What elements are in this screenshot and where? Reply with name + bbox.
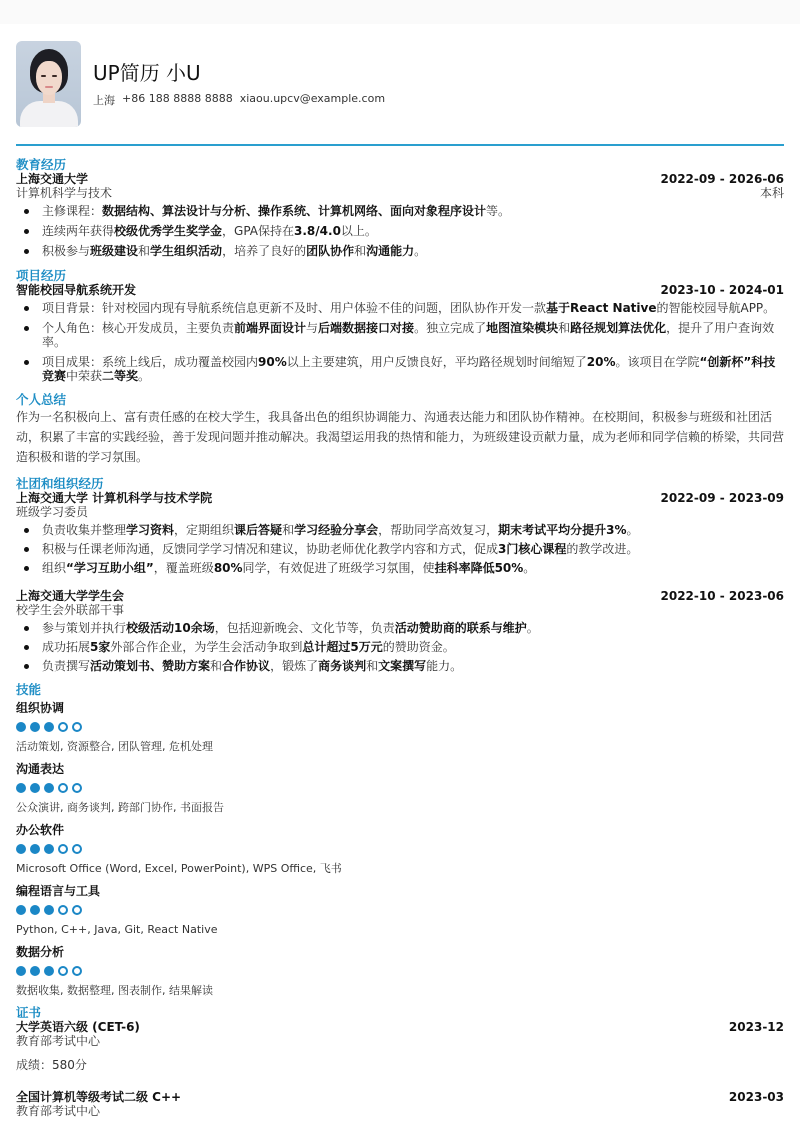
filled-dot-icon <box>16 966 26 976</box>
city: 上海 <box>93 94 115 107</box>
cert-name: 大学英语六级 (CET-6) <box>16 1019 140 1034</box>
filled-dot-icon <box>44 783 54 793</box>
skill-desc: Microsoft Office (Word, Excel, PowerPoint), WPS Office, 飞书 <box>16 861 342 875</box>
skill-level-dots <box>16 722 784 732</box>
project-section <box>16 269 784 383</box>
role: 校学生会外联部干事 <box>16 602 125 617</box>
skill-level-dots <box>16 905 784 915</box>
filled-dot-icon <box>44 844 54 854</box>
education-bullets <box>16 204 784 258</box>
section-title: 教育经历 <box>16 156 67 172</box>
project-name: 智能校园导航系统开发 <box>16 282 137 297</box>
empty-dot-icon <box>72 905 82 915</box>
filled-dot-icon <box>16 722 26 732</box>
bullet-item: 参与策划并执行校级活动10余场，包括迎新晚会、文化节等，负责活动赞助商的联系与维护。 <box>16 621 784 635</box>
filled-dot-icon <box>16 783 26 793</box>
club-bullets <box>16 523 784 575</box>
skill-desc: 公众演讲, 商务谈判, 跨部门协作, 书面报告 <box>16 800 224 814</box>
org-name: 上海交通大学 计算机科学与技术学院 <box>16 490 213 505</box>
cert-entry <box>16 1090 784 1118</box>
empty-dot-icon <box>58 783 68 793</box>
filled-dot-icon <box>16 844 26 854</box>
summary-text: 作为一名积极向上、富有责任感的在校大学生，我具备出色的组织协调能力、沟通表达能力和团队协作精神。在校期间，积极参与班级和社团活动，积累了丰富的实践经验，善于发现问题并推动解决。我渴望运用我的热情和能力，为班级建设贡献力量，成为老师和同学信赖的桥梁，共同营造积极和谐的学习氛围。 <box>16 409 785 464</box>
candidate-name: UP简历 小U <box>93 61 201 85</box>
resume-header <box>16 40 784 128</box>
skill-level-dots <box>16 966 784 976</box>
major: 计算机科学与技术 <box>16 185 113 200</box>
skill-item <box>16 945 784 997</box>
certs-section <box>16 1006 784 1118</box>
org-name: 上海交通大学学生会 <box>16 588 125 603</box>
bullet-item: 积极参与班级建设和学生组织活动，培养了良好的团队协作和沟通能力。 <box>16 244 784 258</box>
club-entry <box>16 589 784 673</box>
phone: +86 188 8888 8888 <box>122 92 233 105</box>
filled-dot-icon <box>30 844 40 854</box>
bullet-item: 项目背景：针对校园内现有导航系统信息更新不及时、用户体验不佳的问题，团队协作开发一款基于React Native的智能校园导航APP。 <box>16 301 784 315</box>
filled-dot-icon <box>44 966 54 976</box>
section-title: 证书 <box>16 1004 42 1020</box>
filled-dot-icon <box>44 905 54 915</box>
cert-date: 2023-12 <box>728 1019 784 1034</box>
cert-date: 2023-03 <box>728 1089 784 1104</box>
bullet-item: 负责撰写活动策划书、赞助方案和合作协议，锻炼了商务谈判和文案撰写能力。 <box>16 659 784 673</box>
skill-name: 沟通表达 <box>16 761 65 776</box>
skill-name: 办公软件 <box>16 822 65 837</box>
empty-dot-icon <box>58 722 68 732</box>
empty-dot-icon <box>72 844 82 854</box>
skill-desc: Python, C++, Java, Git, React Native <box>16 922 218 936</box>
cert-name: 全国计算机等级考试二级 C++ <box>16 1089 182 1104</box>
degree: 本科 <box>759 185 784 200</box>
empty-dot-icon <box>72 783 82 793</box>
skill-level-dots <box>16 844 784 854</box>
skill-item <box>16 762 784 814</box>
skill-name: 数据分析 <box>16 944 65 959</box>
filled-dot-icon <box>30 966 40 976</box>
skills-list <box>16 701 784 997</box>
empty-dot-icon <box>72 722 82 732</box>
filled-dot-icon <box>44 722 54 732</box>
filled-dot-icon <box>30 722 40 732</box>
cert-entry <box>16 1020 784 1072</box>
filled-dot-icon <box>30 905 40 915</box>
club-entry <box>16 491 784 575</box>
section-title: 技能 <box>16 681 42 697</box>
filled-dot-icon <box>30 783 40 793</box>
top-bar <box>0 0 800 24</box>
bullet-item: 项目成果：系统上线后，成功覆盖校园内90%以上主要建筑，用户反馈良好，平均路径规划时间缩短了20%。该项目在学院“创新杯”科技竞赛中荣获二等奖。 <box>16 355 784 383</box>
profile-photo <box>16 41 81 127</box>
cert-score: 成绩：580分 <box>16 1057 87 1072</box>
cert-issuer: 教育部考试中心 <box>16 1033 101 1048</box>
skill-desc: 数据收集, 数据整理, 图表制作, 结果解读 <box>16 983 213 997</box>
section-title: 个人总结 <box>16 391 67 407</box>
bullet-item: 连续两年获得校级优秀学生奖学金，GPA保持在3.8/4.0以上。 <box>16 224 784 238</box>
empty-dot-icon <box>58 844 68 854</box>
skill-level-dots <box>16 783 784 793</box>
skill-desc: 活动策划, 资源整合, 团队管理, 危机处理 <box>16 739 213 753</box>
filled-dot-icon <box>16 905 26 915</box>
empty-dot-icon <box>58 966 68 976</box>
bullet-item: 负责收集并整理学习资料，定期组织课后答疑和学习经验分享会，帮助同学高效复习，期末考试平均分提升3%。 <box>16 523 784 537</box>
bullet-item: 积极与任课老师沟通，反馈同学学习情况和建议，协助老师优化教学内容和方式，促成3门核心课程的教学改进。 <box>16 542 784 556</box>
skill-item <box>16 823 784 875</box>
skill-name: 编程语言与工具 <box>16 883 101 898</box>
bullet-item: 主修课程：数据结构、算法设计与分析、操作系统、计算机网络、面向对象程序设计等。 <box>16 204 784 218</box>
section-title: 社团和组织经历 <box>16 475 104 491</box>
empty-dot-icon <box>72 966 82 976</box>
school-name: 上海交通大学 <box>16 171 89 186</box>
project-bullets <box>16 301 784 383</box>
contact-info <box>93 92 385 108</box>
section-title: 项目经历 <box>16 267 67 283</box>
date-range: 2022-09 - 2023-09 <box>660 490 784 505</box>
resume-page <box>16 40 784 1118</box>
bullet-item: 个人角色：核心开发成员，主要负责前端界面设计与后端数据接口对接。独立完成了地图渲染模块和路径规划算法优化，提升了用户查询效率。 <box>16 321 784 349</box>
empty-dot-icon <box>58 905 68 915</box>
date-range: 2022-09 - 2026-06 <box>660 171 784 186</box>
role: 班级学习委员 <box>16 504 89 519</box>
education-section <box>16 158 784 258</box>
skill-name: 组织协调 <box>16 700 65 715</box>
club-bullets <box>16 621 784 673</box>
skill-item <box>16 701 784 753</box>
bullet-item: 组织“学习互助小组”，覆盖班级80%同学，有效促进了班级学习氛围，使挂科率降低50%。 <box>16 561 784 575</box>
header-divider <box>16 144 784 146</box>
date-range: 2022-10 - 2023-06 <box>660 588 784 603</box>
cert-issuer: 教育部考试中心 <box>16 1103 101 1118</box>
date-range: 2023-10 - 2024-01 <box>660 282 784 297</box>
bullet-item: 成功拓展5家外部合作企业，为学生会活动争取到总计超过5万元的赞助资金。 <box>16 640 784 654</box>
skills-section <box>16 683 784 997</box>
email[interactable]: xiaou.upcv@example.com <box>239 92 386 105</box>
clubs-section <box>16 477 784 673</box>
summary-section <box>16 393 784 467</box>
skill-item <box>16 884 784 936</box>
